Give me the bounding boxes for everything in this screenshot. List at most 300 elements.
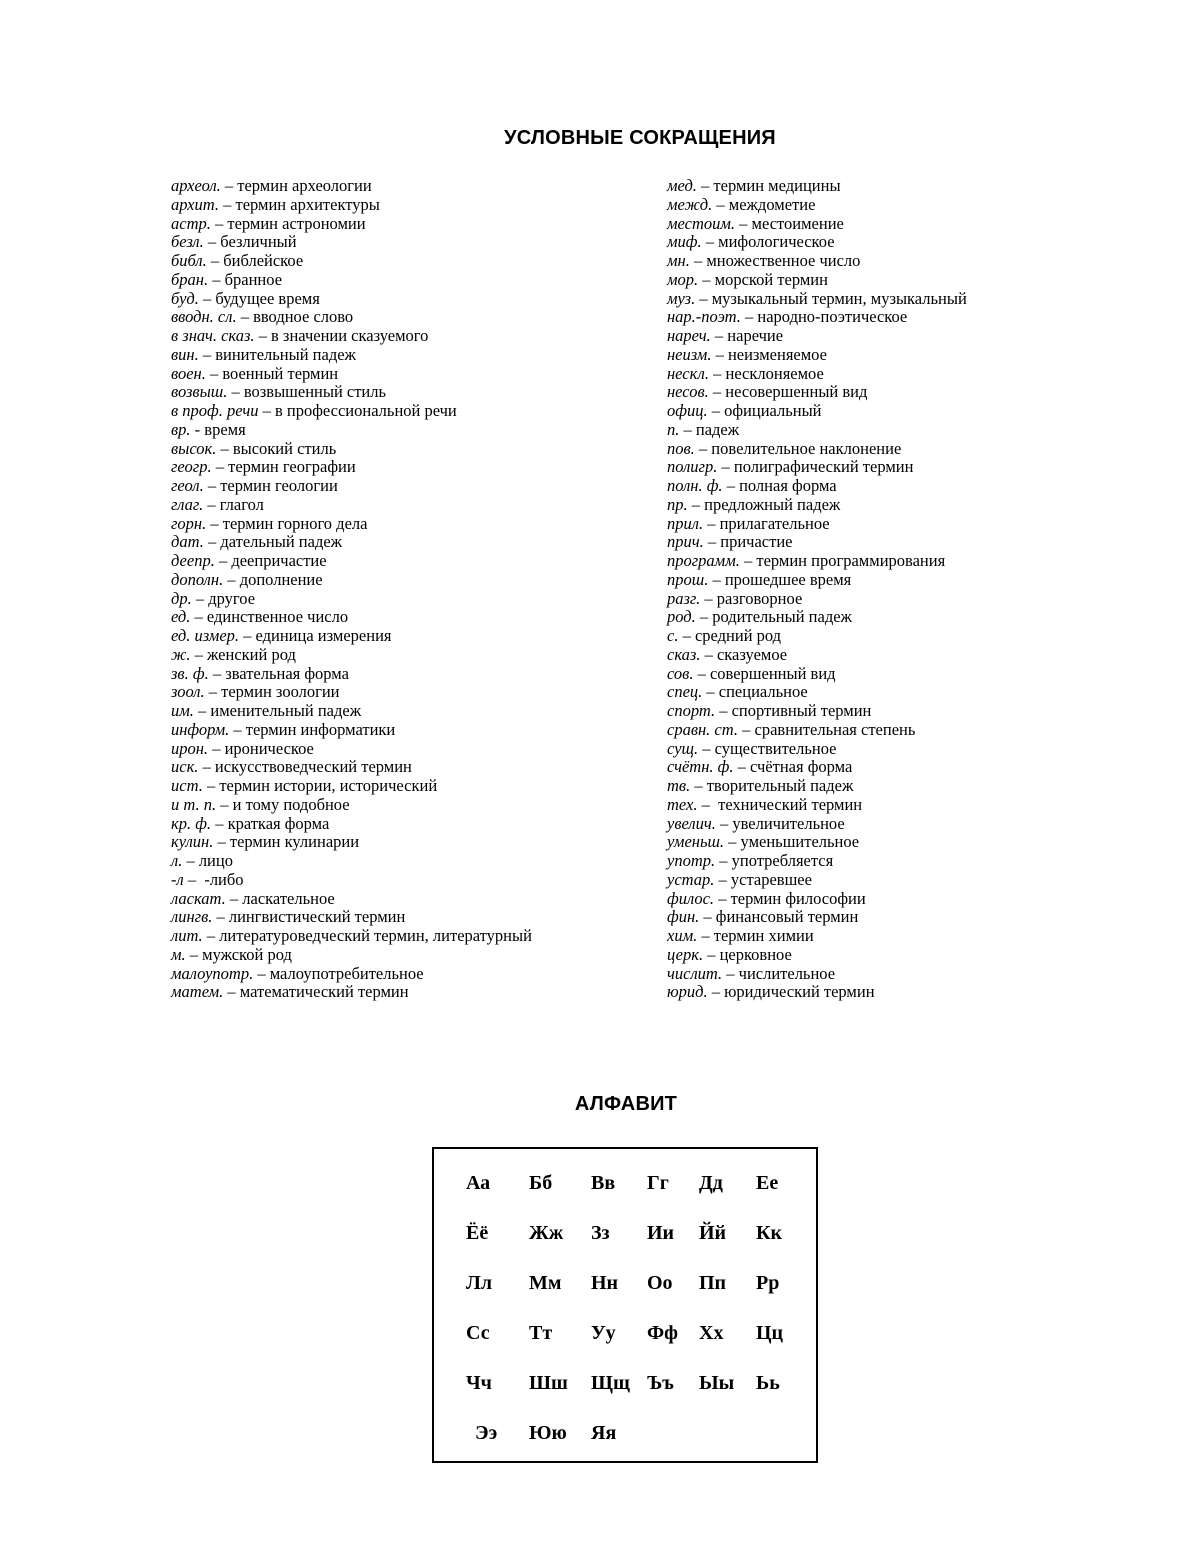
separator: – (205, 363, 223, 383)
abbreviation: ед. измер. (171, 626, 240, 645)
abbreviation-entry (667, 365, 1087, 384)
abbreviation-entry (667, 740, 1087, 759)
abbreviations-title: УСЛОВНЫЕ СОКРАЩЕНИЯ (504, 127, 776, 149)
abbreviation: офиц. (667, 401, 708, 420)
abbreviation: информ. (171, 719, 230, 739)
abbreviation-meaning: специальное (718, 682, 808, 702)
alphabet-letter: Йй (699, 1222, 727, 1244)
abbreviation-meaning: полиграфический термин (733, 457, 914, 477)
abbreviation-meaning: счётная форма (750, 757, 853, 777)
abbreviation-meaning: краткая форма (227, 813, 330, 833)
abbreviation-entry (667, 233, 1087, 252)
abbreviation: дат. (171, 532, 204, 552)
abbreviation-entry (171, 627, 641, 646)
abbreviation: мед. (667, 176, 697, 195)
abbreviation-entry (667, 383, 1087, 402)
alphabet-letter: Пп (699, 1272, 727, 1294)
separator: – (703, 944, 720, 964)
abbreviation: ласкат. (171, 888, 226, 908)
abbreviation-meaning: бранное (224, 269, 283, 289)
separator: – (216, 794, 233, 814)
alphabet-letter: Ьь (756, 1372, 780, 1394)
separator: – (213, 832, 230, 852)
abbreviation: безл. (171, 232, 204, 252)
separator: – (206, 251, 224, 270)
separator: – (695, 288, 712, 308)
separator: – (254, 326, 272, 345)
abbreviation-entry (171, 215, 641, 234)
abbreviation-meaning: прилагательное (719, 513, 830, 533)
abbreviation-meaning: несклоняемое (725, 363, 824, 383)
abbreviation-entry (667, 196, 1087, 215)
separator: – (214, 551, 232, 570)
abbreviation-entry (171, 365, 641, 384)
abbreviation-meaning: и тому подобное (232, 794, 350, 814)
abbreviation-meaning: ироническое (224, 738, 314, 758)
abbreviation: астр. (171, 213, 211, 233)
abbreviation-meaning: термин геологии (220, 476, 338, 495)
abbreviation: -л (171, 869, 184, 889)
abbreviation-meaning: термин зоологии (221, 682, 340, 702)
abbreviation: зоол. (171, 682, 205, 702)
abbreviation-entry (667, 458, 1087, 477)
abbreviations-right-column (667, 177, 1087, 1002)
abbreviation: сравн. ст. (667, 719, 738, 739)
separator: – (203, 232, 221, 252)
abbreviation: род. (667, 607, 696, 627)
separator: – (699, 907, 716, 927)
separator: – (198, 757, 215, 777)
separator: – (183, 869, 205, 889)
abbreviation: сущ. (667, 738, 699, 758)
abbreviation: в проф. речи (171, 401, 259, 420)
abbreviation-entry (171, 852, 641, 871)
abbreviation: и т. п. (171, 794, 217, 814)
separator: – (733, 757, 750, 777)
abbreviation-entry (667, 177, 1087, 196)
abbreviation: уменьш. (667, 832, 725, 852)
abbreviation: фин. (667, 907, 700, 927)
separator: – (715, 701, 732, 720)
alphabet-letter: Зз (591, 1222, 610, 1244)
abbreviation: мн. (667, 251, 690, 270)
abbreviation-meaning: сравнительная степень (754, 719, 916, 739)
abbreviation: церк. (667, 944, 704, 964)
separator: – (679, 419, 696, 439)
separator: – (203, 476, 221, 495)
abbreviation: с. (667, 626, 679, 645)
abbreviation-entry (667, 665, 1087, 684)
abbreviation: архит. (171, 194, 219, 214)
abbreviation-entry (667, 683, 1087, 702)
abbreviation-entry (667, 402, 1087, 421)
abbreviation-entry (171, 552, 641, 571)
abbreviation-entry (667, 777, 1087, 796)
abbreviation-entry (667, 927, 1087, 946)
abbreviation-meaning: неизменяемое (727, 344, 827, 364)
abbreviation: мор. (667, 269, 699, 289)
abbreviation-meaning: возвышенный стиль (243, 382, 387, 402)
separator: – (198, 344, 216, 364)
alphabet-letter: Фф (647, 1322, 679, 1344)
abbreviation-entry (667, 815, 1087, 834)
separator: – (253, 963, 270, 983)
abbreviation: зв. ф. (171, 663, 209, 683)
separator: – (708, 363, 726, 383)
abbreviation: бран. (171, 269, 209, 289)
abbreviation-entry (667, 440, 1087, 459)
abbreviation-meaning: -либо (204, 869, 244, 889)
separator: – (707, 982, 725, 1002)
separator: – (707, 401, 725, 420)
abbreviation-entry (667, 796, 1087, 815)
abbreviation: программ. (667, 551, 740, 570)
abbreviation-entry (667, 252, 1087, 271)
separator: – (220, 176, 238, 195)
abbreviation-entry (171, 646, 641, 665)
abbreviation-meaning: устаревшее (730, 869, 812, 889)
abbreviation-entry (171, 196, 641, 215)
separator: – (211, 457, 229, 477)
abbreviation-meaning: литературоведческий термин, литературный (219, 926, 532, 945)
abbreviation: миф. (667, 232, 702, 252)
abbreviation-meaning: официальный (724, 401, 822, 420)
abbreviation: юрид. (667, 982, 708, 1002)
abbreviation: нескл. (667, 363, 709, 383)
abbreviation: иск. (171, 757, 199, 777)
abbreviation-entry (667, 515, 1087, 534)
abbreviation-entry (171, 702, 641, 721)
abbreviation-entry (667, 308, 1087, 327)
abbreviation-meaning: военный термин (222, 363, 339, 383)
abbreviation-entry (171, 965, 641, 984)
separator: – (190, 644, 207, 664)
separator: – (696, 176, 714, 195)
alphabet-letter: Хх (699, 1322, 724, 1344)
abbreviation-entry (171, 271, 641, 290)
abbreviation: тех. (667, 794, 698, 814)
abbreviation-entry (171, 796, 641, 815)
abbreviation: матем. (171, 982, 224, 1002)
abbreviation-meaning: мужской род (202, 944, 292, 964)
abbreviation-entry (667, 946, 1087, 965)
separator: – (687, 494, 705, 514)
separator: – (700, 588, 717, 608)
abbreviation: нар.-поэт. (667, 307, 741, 327)
abbreviation-meaning: средний род (694, 626, 782, 645)
abbreviation: употр. (667, 851, 716, 870)
abbreviation: увелич. (667, 813, 716, 833)
abbreviation-entry (171, 890, 641, 909)
separator: – (198, 288, 216, 308)
abbreviation-entry (667, 702, 1087, 721)
separator: – (698, 738, 715, 758)
abbreviation-entry (171, 815, 641, 834)
abbreviation-meaning: финансовый термин (715, 907, 859, 927)
abbreviation: счётн. ф. (667, 757, 734, 777)
abbreviation-entry (171, 608, 641, 627)
alphabet-letter: Тт (529, 1322, 553, 1344)
separator: – (735, 213, 752, 233)
abbreviation-meaning: морской термин (714, 269, 828, 289)
abbreviation-entry (171, 927, 641, 946)
separator: – (258, 401, 275, 420)
abbreviation: малоупотр. (171, 963, 254, 983)
abbreviation-meaning: уменьшительное (740, 832, 860, 852)
abbreviation: числит. (667, 963, 723, 983)
abbreviation: воен. (171, 363, 206, 383)
abbreviation-entry (667, 721, 1087, 740)
abbreviation-entry (667, 908, 1087, 927)
abbreviation-meaning: причастие (720, 532, 793, 552)
abbreviation: спец. (667, 682, 703, 702)
abbreviation: горн. (171, 513, 207, 533)
abbreviation-entry (667, 477, 1087, 496)
abbreviation-entry (171, 833, 641, 852)
separator: – (697, 926, 714, 945)
abbreviation-entry (171, 571, 641, 590)
abbreviation-meaning: народно-поэтическое (757, 307, 908, 327)
separator: – (678, 626, 695, 645)
abbreviation-entry (171, 740, 641, 759)
abbreviation: межд. (667, 194, 713, 214)
abbreviation-entry (667, 552, 1087, 571)
abbreviation: им. (171, 701, 194, 720)
separator: – (206, 513, 223, 533)
abbreviation: кр. ф. (171, 813, 212, 833)
separator: – (208, 269, 225, 289)
abbreviation-meaning: термин информатики (245, 719, 396, 739)
abbreviation-meaning: именительный падеж (210, 701, 362, 720)
abbreviation-entry (171, 683, 641, 702)
abbreviation: буд. (171, 288, 199, 308)
alphabet-letter: Нн (591, 1272, 619, 1294)
abbreviation-meaning: винительный падеж (215, 344, 356, 364)
abbreviation: библ. (171, 251, 207, 270)
abbreviation-meaning: безличный (220, 232, 297, 252)
abbreviation-entry (171, 308, 641, 327)
separator: – (236, 307, 254, 327)
abbreviation: деепр. (171, 551, 215, 570)
abbreviation: вр. (171, 419, 191, 439)
abbreviation-entry (171, 421, 641, 440)
abbreviation-meaning: деепричастие (231, 551, 327, 570)
separator: – (203, 494, 220, 514)
alphabet-letter: Вв (591, 1172, 616, 1194)
separator: - (190, 419, 205, 439)
abbreviation-entry (171, 402, 641, 421)
separator: – (695, 607, 713, 627)
abbreviation: ед. (171, 607, 191, 627)
abbreviation-entry (667, 890, 1087, 909)
abbreviation-meaning: единственное число (206, 607, 349, 627)
abbreviation: вводн. сл. (171, 307, 237, 327)
abbreviation-meaning: термин кулинарии (229, 832, 360, 852)
abbreviation: ирон. (171, 738, 209, 758)
separator: – (212, 907, 229, 927)
separator: – (202, 776, 220, 795)
abbreviation-meaning: ласкательное (242, 888, 335, 908)
separator: – (223, 982, 240, 1002)
separator: – (703, 532, 721, 552)
separator: – (715, 813, 733, 833)
separator: – (193, 701, 211, 720)
abbreviation: прош. (667, 569, 709, 589)
separator: – (211, 813, 228, 833)
abbreviation-meaning: полная форма (739, 476, 837, 495)
alphabet-table (432, 1147, 818, 1463)
separator: – (225, 888, 243, 908)
separator: – (216, 438, 233, 458)
abbreviation-entry (171, 477, 641, 496)
abbreviation-meaning: библейское (223, 251, 304, 270)
abbreviation: полигр. (667, 457, 718, 477)
abbreviation-entry (171, 533, 641, 552)
abbreviation: возвыш. (171, 382, 228, 402)
abbreviation-meaning: мифологическое (718, 232, 835, 252)
alphabet-title: АЛФАВИТ (574, 1093, 678, 1115)
abbreviation-entry (667, 965, 1087, 984)
abbreviation-entry (667, 646, 1087, 665)
separator: – (714, 888, 731, 908)
abbreviation: пов. (667, 438, 695, 458)
abbreviation-entry (171, 440, 641, 459)
abbreviation-entry (171, 233, 641, 252)
alphabet-letter: Кк (756, 1222, 783, 1244)
separator: – (708, 569, 725, 589)
abbreviation-entry (171, 908, 641, 927)
abbreviation-entry (667, 590, 1087, 609)
abbreviation: сов. (667, 663, 694, 683)
abbreviation-entry (667, 421, 1087, 440)
abbreviation: полн. ф. (667, 476, 723, 495)
separator: – (698, 269, 715, 289)
abbreviation: лит. (171, 926, 203, 945)
abbreviation-meaning: термин археологии (237, 176, 372, 195)
abbreviation-meaning: несовершенный вид (725, 382, 868, 402)
abbreviation: филос. (667, 888, 715, 908)
alphabet-letter: Щщ (591, 1372, 630, 1394)
abbreviation: прил. (667, 513, 704, 533)
abbreviation-meaning: термин медицины (713, 176, 841, 195)
alphabet-letter: Бб (529, 1172, 553, 1194)
abbreviation-meaning: искусствоведческий термин (214, 757, 412, 777)
separator: – (693, 663, 710, 683)
abbreviation-meaning: юридический термин (724, 982, 875, 1002)
abbreviation-entry (667, 346, 1087, 365)
abbreviation: тв. (667, 776, 691, 795)
alphabet-letter: Чч (466, 1372, 492, 1394)
abbreviation: геогр. (171, 457, 212, 477)
separator: – (708, 382, 726, 402)
abbreviation-entry (667, 327, 1087, 346)
alphabet-letter: Юю (529, 1422, 567, 1444)
separator: – (717, 457, 734, 477)
alphabet-letter: Ээ (475, 1422, 498, 1444)
abbreviation-meaning: наречие (727, 326, 784, 345)
abbreviation-entry (171, 496, 641, 515)
alphabet-letter: Ии (647, 1222, 675, 1244)
separator: – (204, 682, 222, 702)
abbreviation-meaning: междометие (728, 194, 816, 214)
abbreviation: кулин. (171, 832, 214, 852)
abbreviation-meaning: малоупотребительное (269, 963, 424, 983)
abbreviation-meaning: музыкальный термин, музыкальный (711, 288, 967, 308)
abbreviation: вин. (171, 344, 199, 364)
abbreviation: п. (667, 419, 680, 439)
abbreviation: др. (171, 588, 192, 608)
abbreviation-meaning: в профессиональной речи (274, 401, 457, 420)
abbreviation-meaning: термин географии (228, 457, 356, 477)
separator: – (185, 944, 203, 964)
separator: – (702, 682, 719, 702)
abbreviation-entry (171, 777, 641, 796)
abbreviation-entry (171, 946, 641, 965)
separator: – (700, 644, 717, 664)
alphabet-letter: Лл (466, 1272, 493, 1294)
abbreviation-entry (667, 627, 1087, 646)
abbreviation-entry (171, 327, 641, 346)
separator: – (219, 194, 236, 214)
abbreviation-meaning: время (204, 419, 246, 439)
abbreviation-entry (667, 871, 1087, 890)
abbreviation-meaning: лингвистический термин (228, 907, 406, 927)
abbreviation-meaning: сказуемое (716, 644, 788, 664)
separator: – (738, 719, 755, 739)
alphabet-letter: Гг (647, 1172, 669, 1194)
abbreviation: глаг. (171, 494, 204, 514)
abbreviation-entry (171, 177, 641, 196)
separator: – (722, 476, 740, 495)
abbreviation-meaning: термин астрономии (227, 213, 366, 233)
abbreviation: дополн. (171, 569, 224, 589)
abbreviation-meaning: математический термин (239, 982, 409, 1002)
abbreviation: местоим. (667, 213, 736, 233)
abbreviation: ж. (171, 644, 191, 664)
abbreviation: сказ. (667, 644, 701, 664)
separator: – (208, 738, 225, 758)
alphabet-letter: Оо (647, 1272, 673, 1294)
abbreviation-meaning: дательный падеж (220, 532, 343, 552)
separator: – (722, 963, 739, 983)
abbreviation-entry (171, 758, 641, 777)
abbreviation-entry (171, 871, 641, 890)
alphabet-letter: Мм (529, 1272, 562, 1294)
separator: – (701, 232, 719, 252)
abbreviation: разг. (667, 588, 701, 608)
separator: – (182, 851, 199, 870)
separator: – (239, 626, 256, 645)
abbreviation: устар. (667, 869, 715, 889)
separator: – (715, 851, 732, 870)
abbreviation-entry (171, 983, 641, 1002)
abbreviation-meaning: звательная форма (225, 663, 349, 683)
abbreviation-meaning: термин истории, исторический (219, 776, 438, 795)
abbreviation: нареч. (667, 326, 711, 345)
abbreviation-meaning: множественное число (706, 251, 861, 270)
abbreviation-entry (667, 608, 1087, 627)
abbreviation-meaning: родительный падеж (712, 607, 852, 627)
separator: – (229, 719, 246, 739)
abbreviation-entry (667, 758, 1087, 777)
separator: – (190, 607, 207, 627)
abbreviation-entry (667, 983, 1087, 1002)
separator: – (191, 588, 209, 608)
abbreviation: спорт. (667, 701, 716, 720)
abbreviation: несов. (667, 382, 709, 402)
abbreviation-meaning: спортивный термин (731, 701, 872, 720)
abbreviation-meaning: будущее время (215, 288, 320, 308)
